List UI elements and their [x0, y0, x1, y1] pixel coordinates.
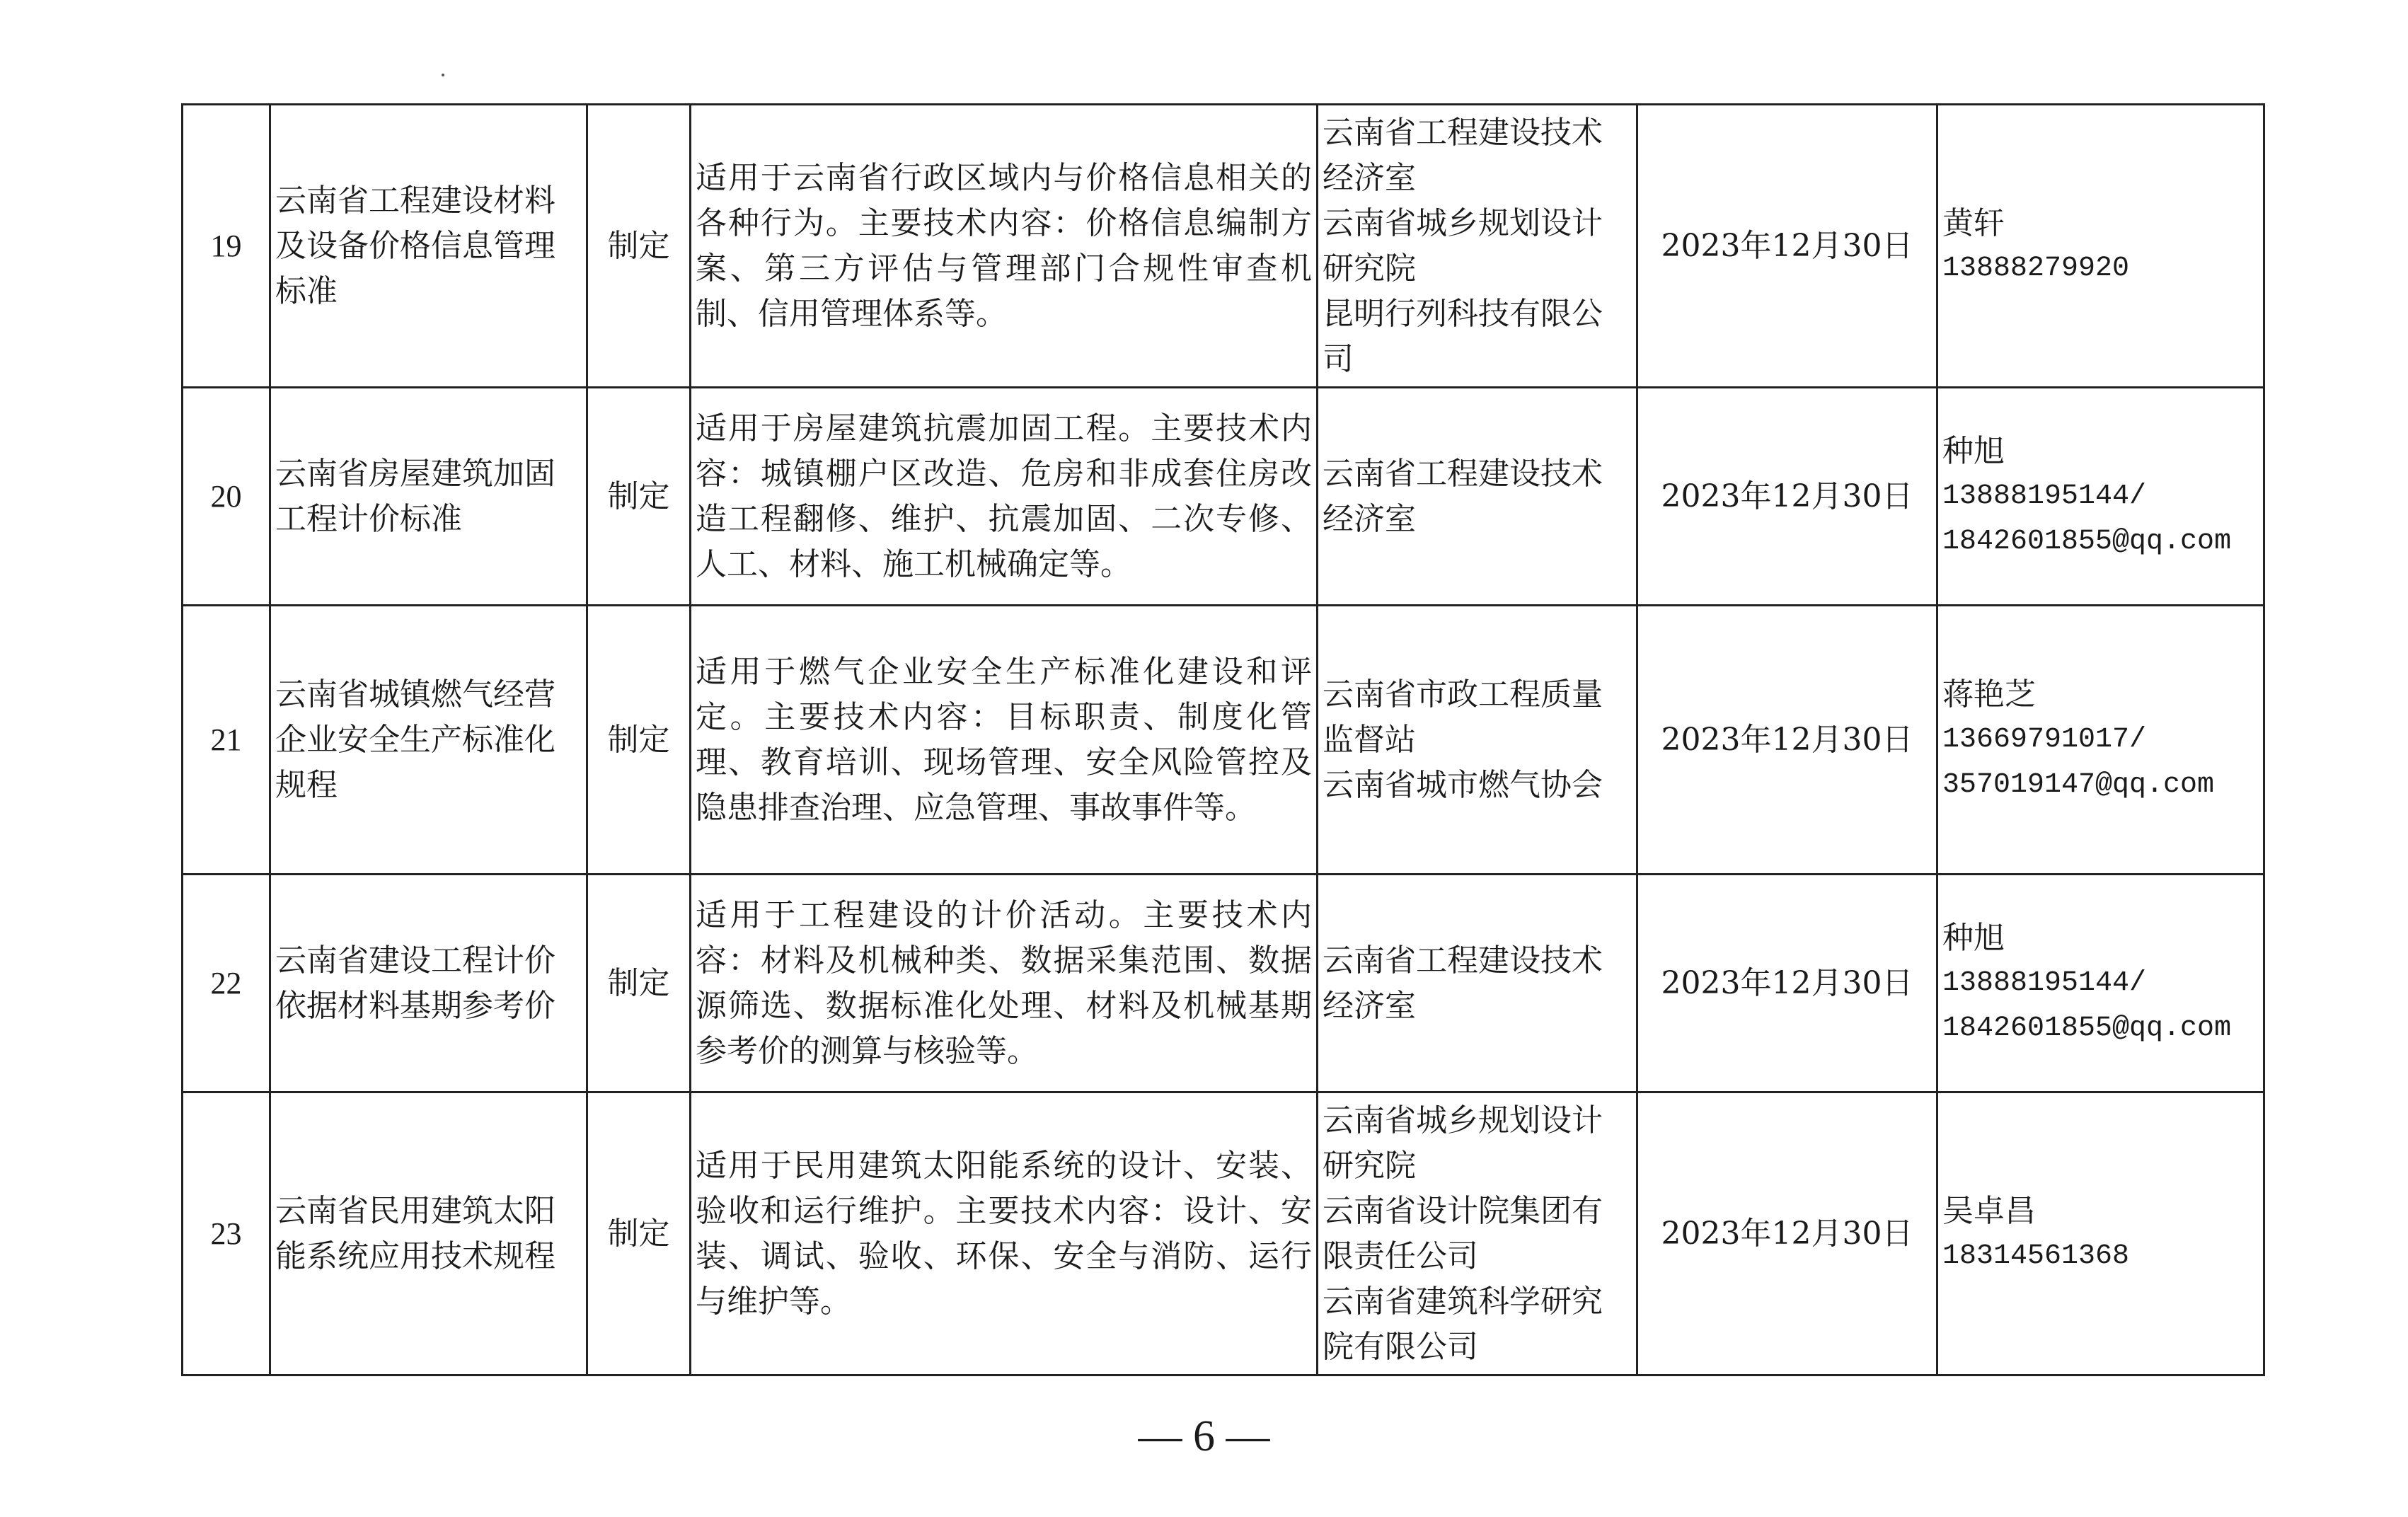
standard-content: 适用于云南省行政区域内与价格信息相关的各种行为。主要技术内容：价格信息编制方案、第三方评估与管理部门合规性审查机制、信用管理体系等。 [691, 105, 1318, 388]
row-number: 22 [183, 875, 270, 1092]
responsible-units [1318, 875, 1637, 1092]
standard-content: 适用于燃气企业安全生产标准化建设和评定。主要技术内容：目标职责、制度化管理、教育培训、现场管理、安全风险管控及隐患排查治理、应急管理、事故事件等。 [691, 606, 1318, 875]
responsible-units [1318, 606, 1637, 875]
table-row [183, 1092, 2264, 1375]
table-row [183, 875, 2264, 1092]
contact-detail: 13888195144/ [1942, 480, 2147, 512]
completion-date: 2023年12月30日 [1637, 1092, 1937, 1375]
table-body [183, 105, 2264, 1375]
contact-detail: 13669791017/ [1942, 723, 2147, 756]
revision-type: 制定 [587, 105, 691, 388]
table-row [183, 388, 2264, 606]
contact-info [1937, 105, 2264, 388]
contact-detail: 1842601855@qq.com [1942, 525, 2232, 558]
contact-detail: 18314561368 [1942, 1240, 2130, 1272]
row-number: 23 [183, 1092, 270, 1375]
standards-table [181, 103, 2265, 1376]
table-row [183, 606, 2264, 875]
unit-name: 云南省设计院集团有限责任公司 [1323, 1192, 1603, 1274]
unit-name: 云南省工程建设技术经济室 [1323, 455, 1603, 537]
unit-name: 昆明行列科技有限公司 [1323, 295, 1603, 377]
contact-name: 种旭 [1942, 919, 2005, 956]
completion-date: 2023年12月30日 [1637, 606, 1937, 875]
unit-name: 云南省城乡规划设计研究院 [1323, 204, 1603, 287]
unit-name: 云南省建筑科学研究院有限公司 [1323, 1283, 1603, 1365]
row-number: 21 [183, 606, 270, 875]
unit-name: 云南省工程建设技术经济室 [1323, 114, 1603, 196]
contact-info [1937, 606, 2264, 875]
standard-name: 云南省城镇燃气经营企业安全生产标准化规程 [270, 606, 587, 875]
completion-date: 2023年12月30日 [1637, 105, 1937, 388]
revision-type: 制定 [587, 388, 691, 606]
standard-content: 适用于房屋建筑抗震加固工程。主要技术内容：城镇棚户区改造、危房和非成套住房改造工程翻修、维护、抗震加固、二次专修、人工、材料、施工机械确定等。 [691, 388, 1318, 606]
row-number: 19 [183, 105, 270, 388]
revision-type: 制定 [587, 606, 691, 875]
unit-name: 云南省市政工程质量监督站 [1323, 676, 1603, 758]
standard-name: 云南省建设工程计价依据材料基期参考价 [270, 875, 587, 1092]
contact-info [1937, 388, 2264, 606]
completion-date: 2023年12月30日 [1637, 875, 1937, 1092]
contact-detail: 357019147@qq.com [1942, 768, 2215, 801]
contact-info [1937, 1092, 2264, 1375]
contact-info [1937, 875, 2264, 1092]
contact-detail: 13888279920 [1942, 252, 2130, 284]
responsible-units [1318, 1092, 1637, 1375]
standard-name: 云南省民用建筑太阳能系统应用技术规程 [270, 1092, 587, 1375]
contact-detail: 1842601855@qq.com [1942, 1012, 2232, 1044]
responsible-units [1318, 105, 1637, 388]
revision-type: 制定 [587, 875, 691, 1092]
revision-type: 制定 [587, 1092, 691, 1375]
page-number: — 6 — [1138, 1412, 1270, 1460]
contact-name: 黄轩 [1942, 204, 2005, 241]
contact-detail: 13888195144/ [1942, 967, 2147, 999]
unit-name: 云南省工程建设技术经济室 [1323, 942, 1603, 1024]
standard-name: 云南省房屋建筑加固工程计价标准 [270, 388, 587, 606]
contact-name: 吴卓昌 [1942, 1192, 2036, 1229]
standard-content: 适用于民用建筑太阳能系统的设计、安装、验收和运行维护。主要技术内容：设计、安装、调试、验收、环保、安全与消防、运行与维护等。 [691, 1092, 1318, 1375]
standard-name: 云南省工程建设材料及设备价格信息管理标准 [270, 105, 587, 388]
responsible-units [1318, 388, 1637, 606]
row-number: 20 [183, 388, 270, 606]
unit-name: 云南省城乡规划设计研究院 [1323, 1102, 1603, 1184]
unit-name: 云南省城市燃气协会 [1323, 766, 1603, 803]
completion-date: 2023年12月30日 [1637, 388, 1937, 606]
contact-name: 蒋艳芝 [1942, 676, 2036, 713]
contact-name: 种旭 [1942, 432, 2005, 469]
standard-content: 适用于工程建设的计价活动。主要技术内容：材料及机械种类、数据采集范围、数据源筛选、数据标准化处理、材料及机械基期参考价的测算与核验等。 [691, 875, 1318, 1092]
table-row [183, 105, 2264, 388]
scan-speck [442, 74, 444, 76]
